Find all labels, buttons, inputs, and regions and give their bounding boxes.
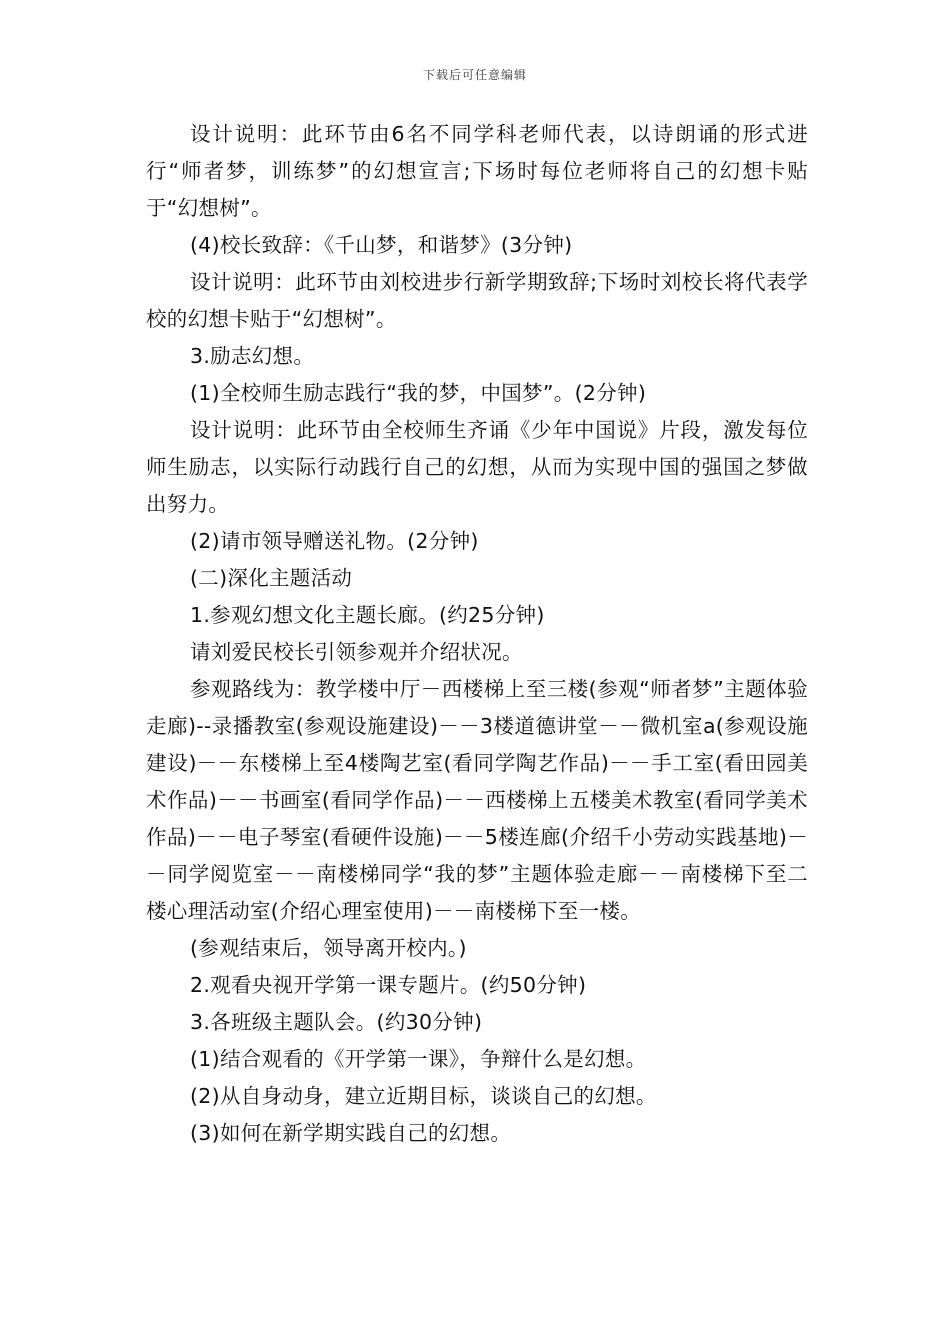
paragraph-gift: (2)请市领导赠送礼物。(2分钟) [190, 529, 479, 553]
paragraph-visit-route: 参观路线为：教学楼中厅－西楼梯上至三楼(参观“师者梦”主题体验走廊)--录播教室(参观设施建设)－－3楼道德讲堂－－微机室a(参观设施建设)－－东楼梯上至4楼陶艺室(看同学陶艺作品)－－手工室(看田园美术作品)－－书画室(看同学作品)－－西楼梯上五楼美术教室(看同学美术作品)－－电子琴室(看硬件设施)－－5楼连廊(介绍千小劳动实践基地)－－同学阅览室－－南楼梯同学“我的梦”主题体验走廊－－南楼梯下至二楼心理活动室(介绍心理室使用)－－南楼梯下至一楼。 [146, 677, 808, 923]
page-header-note: 下载后可任意编辑 [422, 68, 527, 82]
paragraph-principal-speech: (4)校长致辞：《千山梦，和谐梦》(3分钟) [190, 233, 573, 257]
paragraph-visit-corridor: 1.参观幻想文化主题长廊。(约25分钟) [190, 603, 545, 627]
paragraph-section-deepen: (二)深化主题活动 [190, 566, 353, 590]
paragraph-practice-dream: (3)如何在新学期实践自己的幻想。 [190, 1121, 512, 1145]
paragraph-design-note-teachers: 设计说明：此环节由6名不同学科老师代表，以诗朗诵的形式进行“师者梦，训练梦”的幻想宣言;下场时每位老师将自己的幻想卡贴于“幻想树”。 [146, 122, 808, 220]
paragraph-china-dream: (1)全校师生励志践行“我的梦，中国梦”。(2分钟) [190, 381, 647, 405]
paragraph-class-meeting: 3.各班级主题队会。(约30分钟) [190, 1010, 483, 1034]
paragraph-guide: 请刘爱民校长引领参观并介绍状况。 [190, 640, 523, 664]
paragraph-visit-end: (参观结束后，领导离开校内。) [190, 936, 467, 960]
paragraph-section-inspire: 3.励志幻想。 [190, 344, 315, 368]
paragraph-design-note-recital: 设计说明：此环节由全校师生齐诵《少年中国说》片段，激发每位师生励志，以实际行动践行自己的幻想，从而为实现中国的强国之梦做出努力。 [146, 418, 808, 516]
paragraph-design-note-principal: 设计说明：此环节由刘校进步行新学期致辞;下场时刘校长将代表学校的幻想卡贴于“幻想树”。 [146, 270, 808, 331]
document-body [146, 116, 808, 1152]
paragraph-watch-film: 2.观看央视开学第一课专题片。(约50分钟) [190, 973, 587, 997]
paragraph-set-goal: (2)从自身动身，建立近期目标，谈谈自己的幻想。 [190, 1084, 657, 1108]
paragraph-discuss-dream: (1)结合观看的《开学第一课》，争辩什么是幻想。 [190, 1047, 647, 1071]
